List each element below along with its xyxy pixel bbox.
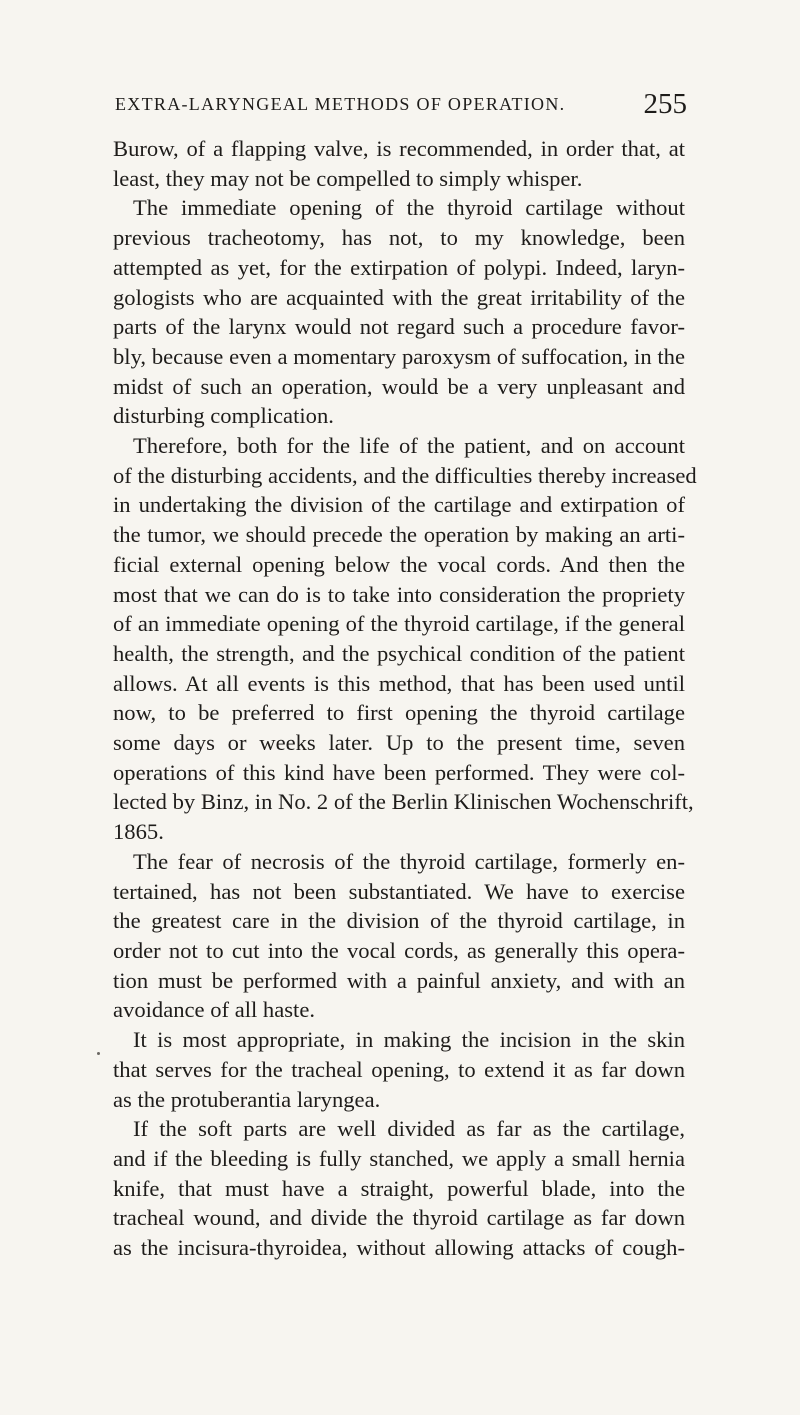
text-line: gologists who are acquainted with the great irritability of the bbox=[113, 284, 685, 310]
text-line: attempted as yet, for the extirpation of polypi. Indeed, laryn- bbox=[113, 254, 685, 280]
text-line: Burow, of a flapping valve, is recommended, in order that, at bbox=[113, 136, 685, 161]
page-number: 255 bbox=[643, 88, 687, 120]
print-speck bbox=[97, 1052, 100, 1055]
body-text bbox=[113, 134, 697, 1263]
text-line: the greatest care in the division of the thyroid cartilage, in bbox=[113, 908, 685, 934]
text-line: and if the bleeding is fully stanched, we apply a small hernia bbox=[113, 1145, 685, 1171]
text-line: of the disturbing accidents, and the difficulties thereby increased bbox=[113, 462, 697, 488]
text-line: some days or weeks later. Up to the present time, seven bbox=[113, 730, 685, 756]
running-head bbox=[115, 88, 687, 124]
text-line: It is most appropriate, in making the incision in the skin bbox=[133, 1027, 685, 1053]
text-line: operations of this kind have been performed. They were col- bbox=[113, 759, 685, 785]
paragraph bbox=[113, 847, 685, 1025]
text-line: the tumor, we should precede the operation by making an arti- bbox=[113, 522, 685, 548]
text-line: health, the strength, and the psychical condition of the patient bbox=[113, 640, 685, 666]
text-line: bly, because even a momentary paroxysm of suffocation, in the bbox=[113, 343, 685, 369]
text-line: disturbing complication. bbox=[113, 403, 334, 429]
paragraph bbox=[113, 193, 685, 431]
text-line: previous tracheotomy, has not, to my knowledge, been bbox=[113, 225, 685, 251]
text-line: parts of the larynx would not regard such a procedure favor- bbox=[113, 314, 685, 340]
paragraph bbox=[113, 431, 697, 847]
text-line: Therefore, both for the life of the patient, and on account bbox=[133, 433, 685, 459]
text-line: 1865. bbox=[113, 819, 164, 845]
text-line: as the incisura-thyroidea, without allowing attacks of cough- bbox=[113, 1235, 685, 1261]
text-line: If the soft parts are well divided as far as the cartilage, bbox=[133, 1116, 685, 1142]
text-line: midst of such an operation, would be a very unpleasant and bbox=[113, 373, 685, 399]
text-line: least, they may not be compelled to simply whisper. bbox=[113, 165, 583, 191]
text-line: lected by Binz, in No. 2 of the Berlin Klinischen Wochenschrift, bbox=[113, 789, 694, 815]
paragraph bbox=[113, 1114, 685, 1263]
text-line: ficial external opening below the vocal cords. And then the bbox=[113, 551, 685, 577]
text-line: avoidance of all haste. bbox=[113, 997, 315, 1023]
paragraph bbox=[113, 1025, 685, 1114]
text-line: The immediate opening of the thyroid cartilage without bbox=[133, 195, 685, 221]
text-line: of an immediate opening of the thyroid cartilage, if the general bbox=[113, 611, 685, 637]
text-line: most that we can do is to take into consideration the propriety bbox=[113, 581, 685, 607]
text-line: now, to be preferred to first opening the thyroid cartilage bbox=[113, 700, 685, 726]
chapter-heading: EXTRA-LARYNGEAL METHODS OF OPERATION. bbox=[115, 94, 566, 114]
text-line: allows. At all events is this method, that has been used until bbox=[113, 670, 685, 696]
paragraph bbox=[113, 134, 685, 193]
text-line: The fear of necrosis of the thyroid cartilage, formerly en- bbox=[133, 848, 685, 874]
text-line: tracheal wound, and divide the thyroid cartilage as far down bbox=[113, 1205, 685, 1231]
text-line: tertained, has not been substantiated. We have to exercise bbox=[113, 878, 685, 904]
text-line: order not to cut into the vocal cords, as generally this opera- bbox=[113, 937, 685, 963]
text-line: knife, that must have a straight, powerful blade, into the bbox=[113, 1175, 685, 1201]
text-line: as the protuberantia laryngea. bbox=[113, 1086, 381, 1112]
text-line: tion must be performed with a painful anxiety, and with an bbox=[113, 967, 685, 993]
text-line: that serves for the tracheal opening, to extend it as far down bbox=[113, 1056, 685, 1082]
text-line: in undertaking the division of the cartilage and extirpation of bbox=[113, 492, 685, 518]
